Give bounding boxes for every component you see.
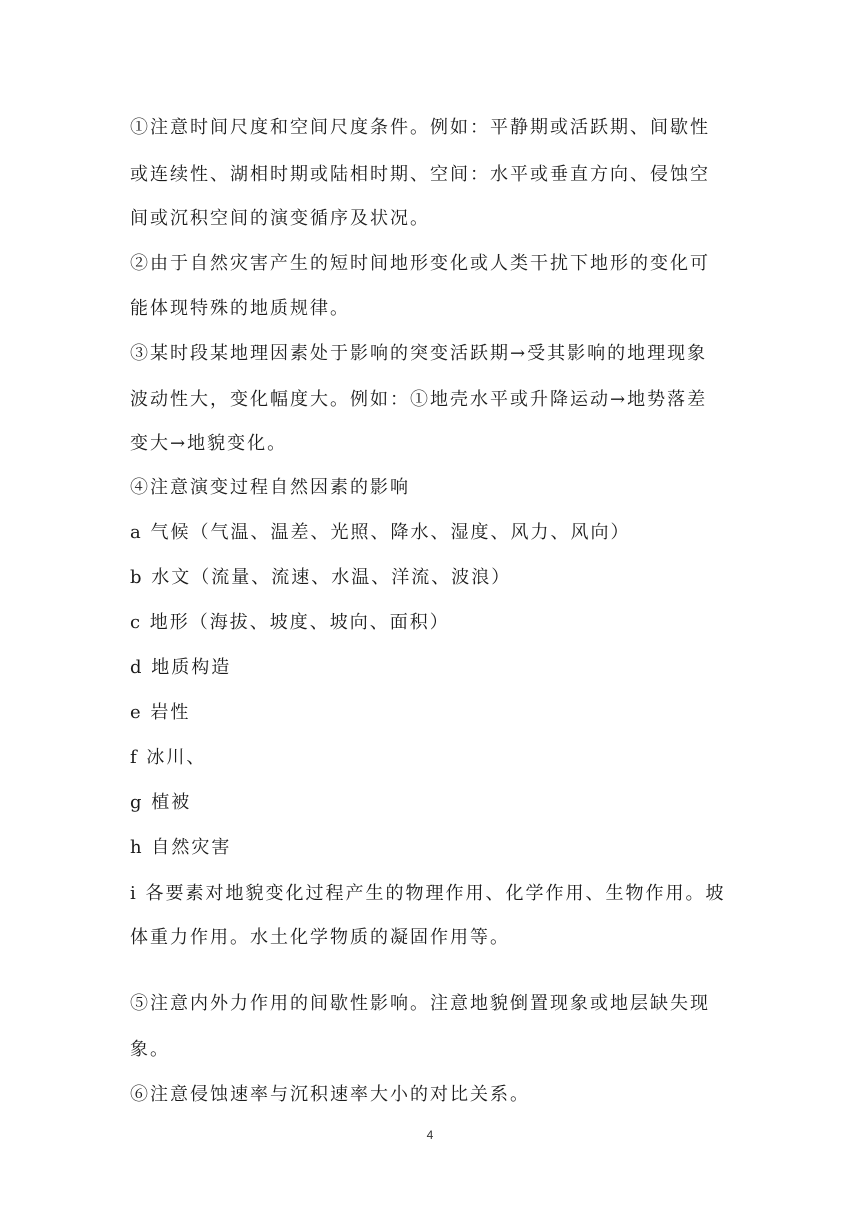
- text-line-19: 体重力作用。水土化学物质的凝固作用等。: [130, 927, 510, 948]
- text-line-6: ③某时段某地理因素处于影响的突变活跃期→受其影响的地理现象: [130, 343, 708, 364]
- text-line-11: b 水文（流量、流速、水温、洋流、波浪）: [130, 567, 512, 588]
- text-line-21: 象。: [130, 1039, 170, 1060]
- text-line-4: ②由于自然灾害产生的短时间地形变化或人类干扰下地形的变化可: [130, 253, 710, 274]
- text-line-3: 间或沉积空间的演变循序及状况。: [130, 208, 430, 229]
- text-line-2: 或连续性、湖相时期或陆相时期、空间：水平或垂直方向、侵蚀空: [130, 164, 710, 185]
- text-line-13: d 地质构造: [130, 657, 232, 678]
- page-number: 4: [426, 1128, 434, 1142]
- text-line-8: 变大→地貌变化。: [130, 433, 288, 454]
- text-line-9: ④注意演变过程自然因素的影响: [130, 477, 410, 498]
- text-line-14: e 岩性: [130, 702, 191, 723]
- text-line-16: g 植被: [130, 792, 192, 813]
- text-line-12: c 地形（海拔、坡度、坡向、面积）: [130, 612, 450, 633]
- text-line-7: 波动性大，变化幅度大。例如：①地壳水平或升降运动→地势落差: [130, 389, 708, 410]
- text-line-10: a 气候（气温、温差、光照、降水、湿度、风力、风向）: [130, 522, 631, 543]
- text-line-15: f 冰川、: [130, 747, 207, 768]
- text-line-20: ⑤注意内外力作用的间歇性影响。注意地貌倒置现象或地层缺失现: [130, 993, 710, 1014]
- text-line-1: ①注意时间尺度和空间尺度条件。例如：平静期或活跃期、间歇性: [130, 117, 710, 138]
- text-line-5: 能体现特殊的地质规律。: [130, 298, 350, 319]
- text-line-17: h 自然灾害: [130, 837, 232, 858]
- text-line-22: ⑥注意侵蚀速率与沉积速率大小的对比关系。: [130, 1084, 530, 1105]
- text-line-18: i 各要素对地貌变化过程产生的物理作用、化学作用、生物作用。坡: [130, 883, 726, 904]
